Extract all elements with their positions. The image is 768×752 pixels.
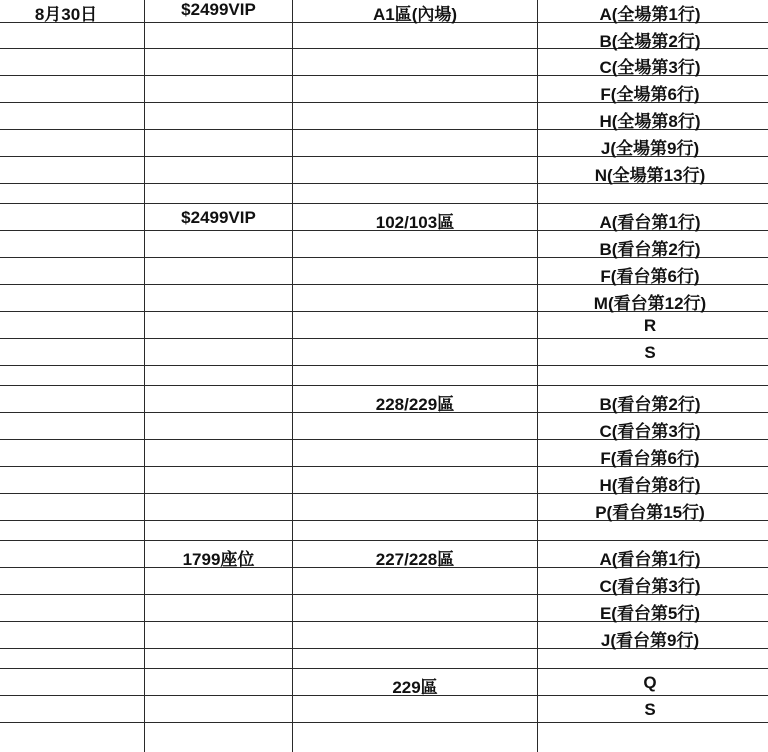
seat-row-cell [538, 622, 768, 648]
seat-row-cell [538, 696, 768, 722]
date-cell [0, 130, 145, 156]
section-cell [293, 258, 538, 284]
table-row [0, 49, 768, 76]
section-cell [293, 521, 538, 540]
seat-row-cell [538, 285, 768, 311]
date-cell [0, 103, 145, 129]
section-cell-text: 227/228區 [375, 550, 455, 569]
price-cell-text: $2499VIP [181, 208, 256, 227]
date-cell [0, 386, 145, 412]
price-cell [145, 521, 293, 540]
table-row [0, 568, 768, 595]
date-cell [0, 49, 145, 75]
seat-row-cell-text: Q [643, 673, 657, 692]
section-cell [293, 723, 538, 752]
table-row [0, 649, 768, 669]
price-cell-text: $2499VIP [181, 0, 256, 19]
section-cell [293, 568, 538, 594]
date-cell [0, 231, 145, 257]
table-row [0, 386, 768, 413]
table-row [0, 494, 768, 521]
seat-row-cell-text: A(看台第1行) [599, 213, 701, 232]
table-row [0, 258, 768, 285]
date-cell [0, 723, 145, 752]
price-cell [145, 312, 293, 338]
date-cell [0, 696, 145, 722]
date-cell [0, 339, 145, 365]
table-row [0, 103, 768, 130]
date-cell [0, 413, 145, 439]
seat-row-cell [538, 157, 768, 183]
seat-row-cell [538, 76, 768, 102]
seat-row-cell [538, 494, 768, 520]
seat-row-cell [538, 231, 768, 257]
seat-row-cell [538, 339, 768, 365]
section-cell [293, 440, 538, 466]
section-cell [293, 339, 538, 365]
table-row [0, 312, 768, 339]
seat-row-cell-text: B(看台第2行) [599, 395, 701, 414]
section-cell [293, 130, 538, 156]
seat-row-cell [538, 130, 768, 156]
price-cell [145, 76, 293, 102]
seat-row-cell-text: H(全場第8行) [599, 112, 701, 131]
table-row [0, 23, 768, 49]
price-cell [145, 595, 293, 621]
seat-row-cell-text: F(全場第6行) [600, 85, 700, 104]
seat-row-cell [538, 0, 768, 22]
section-cell [293, 49, 538, 75]
price-cell [145, 258, 293, 284]
seat-row-cell-text: S [644, 700, 656, 719]
date-cell [0, 23, 145, 48]
section-cell [293, 0, 538, 22]
price-cell [145, 723, 293, 752]
price-cell [145, 467, 293, 493]
price-cell [145, 103, 293, 129]
section-cell [293, 157, 538, 183]
table-row [0, 696, 768, 723]
date-cell [0, 649, 145, 668]
section-cell [293, 649, 538, 668]
date-cell [0, 622, 145, 648]
section-cell [293, 622, 538, 648]
seat-row-cell [538, 723, 768, 752]
date-cell [0, 258, 145, 284]
table-row [0, 541, 768, 568]
price-cell [145, 413, 293, 439]
section-cell [293, 204, 538, 230]
section-cell [293, 23, 538, 48]
seat-row-cell-text: A(全場第1行) [599, 5, 701, 24]
table-row [0, 204, 768, 231]
seat-row-cell [538, 366, 768, 385]
price-cell [145, 285, 293, 311]
table-row [0, 184, 768, 204]
date-cell [0, 494, 145, 520]
date-cell [0, 312, 145, 338]
seat-row-cell [538, 204, 768, 230]
seat-row-cell-text: F(看台第6行) [600, 267, 700, 286]
date-cell [0, 541, 145, 567]
table-row [0, 339, 768, 366]
seat-row-cell-text: J(全場第9行) [600, 139, 700, 158]
seat-row-cell [538, 521, 768, 540]
price-cell [145, 339, 293, 365]
seat-row-cell [538, 440, 768, 466]
seat-row-cell-text: C(看台第3行) [599, 422, 701, 441]
seat-row-cell [538, 386, 768, 412]
table-row [0, 622, 768, 649]
seat-row-cell-text: P(看台第15行) [595, 503, 705, 522]
price-cell [145, 649, 293, 668]
date-cell-text: 8月30日 [34, 5, 98, 24]
section-cell-text: 102/103區 [375, 213, 455, 232]
date-cell [0, 204, 145, 230]
table-row [0, 285, 768, 312]
section-cell [293, 467, 538, 493]
price-cell [145, 49, 293, 75]
seat-row-cell-text: F(看台第6行) [600, 449, 700, 468]
section-cell-text: A1區(內場) [372, 5, 458, 24]
seat-row-cell [538, 669, 768, 695]
table-row [0, 157, 768, 184]
section-cell [293, 76, 538, 102]
section-cell [293, 312, 538, 338]
price-cell [145, 366, 293, 385]
date-cell [0, 366, 145, 385]
section-cell [293, 184, 538, 203]
table-row [0, 0, 768, 23]
seat-row-cell [538, 413, 768, 439]
table-row [0, 669, 768, 696]
price-cell [145, 541, 293, 567]
table-row [0, 723, 768, 752]
date-cell [0, 184, 145, 203]
price-cell [145, 184, 293, 203]
section-cell [293, 285, 538, 311]
price-cell [145, 386, 293, 412]
date-cell [0, 440, 145, 466]
seat-row-cell [538, 595, 768, 621]
table-row [0, 413, 768, 440]
table-row [0, 366, 768, 386]
price-cell [145, 23, 293, 48]
section-cell [293, 386, 538, 412]
seat-row-cell-text: A(看台第1行) [599, 550, 701, 569]
table-row [0, 521, 768, 541]
date-cell [0, 285, 145, 311]
seat-row-cell [538, 649, 768, 668]
date-cell [0, 595, 145, 621]
seat-row-cell [538, 541, 768, 567]
price-cell [145, 494, 293, 520]
seat-row-cell-text: S [644, 343, 656, 362]
table-row [0, 231, 768, 258]
date-cell [0, 0, 145, 22]
date-cell [0, 521, 145, 540]
seat-row-cell [538, 312, 768, 338]
section-cell-text: 228/229區 [375, 395, 455, 414]
price-cell [145, 130, 293, 156]
price-cell [145, 669, 293, 695]
price-cell [145, 231, 293, 257]
date-cell [0, 157, 145, 183]
seat-row-cell [538, 103, 768, 129]
seat-row-cell-text: B(全場第2行) [599, 32, 701, 51]
section-cell [293, 669, 538, 695]
section-cell [293, 366, 538, 385]
seat-row-cell [538, 184, 768, 203]
seat-row-cell [538, 258, 768, 284]
seat-row-cell [538, 23, 768, 51]
section-cell [293, 595, 538, 621]
section-cell-text: 229區 [392, 678, 438, 697]
seat-row-cell-text: B(看台第2行) [599, 240, 701, 259]
seat-row-cell [538, 568, 768, 594]
price-cell [145, 622, 293, 648]
table-row [0, 595, 768, 622]
date-cell [0, 669, 145, 695]
seat-row-cell-text: H(看台第8行) [599, 476, 701, 495]
table-row [0, 467, 768, 494]
price-cell [145, 157, 293, 183]
table-row [0, 130, 768, 157]
price-cell-text: 1799座位 [182, 550, 255, 569]
seat-row-cell-text: M(看台第12行) [593, 294, 707, 313]
table-row [0, 76, 768, 103]
seat-row-cell-text: C(全場第3行) [599, 58, 701, 77]
section-cell [293, 494, 538, 520]
seat-row-cell-text: E(看台第5行) [599, 604, 701, 623]
seat-row-cell [538, 49, 768, 75]
seat-row-cell-text: J(看台第9行) [600, 631, 700, 650]
seat-row-cell-text: R [643, 316, 657, 335]
table-row [0, 440, 768, 467]
seat-row-cell-text: C(看台第3行) [599, 577, 701, 596]
price-cell [145, 696, 293, 722]
seat-row-cell [538, 467, 768, 493]
date-cell [0, 76, 145, 102]
price-cell [145, 440, 293, 466]
section-cell [293, 103, 538, 129]
section-cell [293, 696, 538, 722]
seat-row-cell-text: N(全場第13行) [594, 166, 706, 185]
section-cell [293, 413, 538, 439]
date-cell [0, 568, 145, 594]
date-cell [0, 467, 145, 493]
price-cell [145, 204, 293, 230]
section-cell [293, 231, 538, 257]
section-cell [293, 541, 538, 567]
price-cell [145, 0, 293, 22]
price-cell [145, 568, 293, 594]
